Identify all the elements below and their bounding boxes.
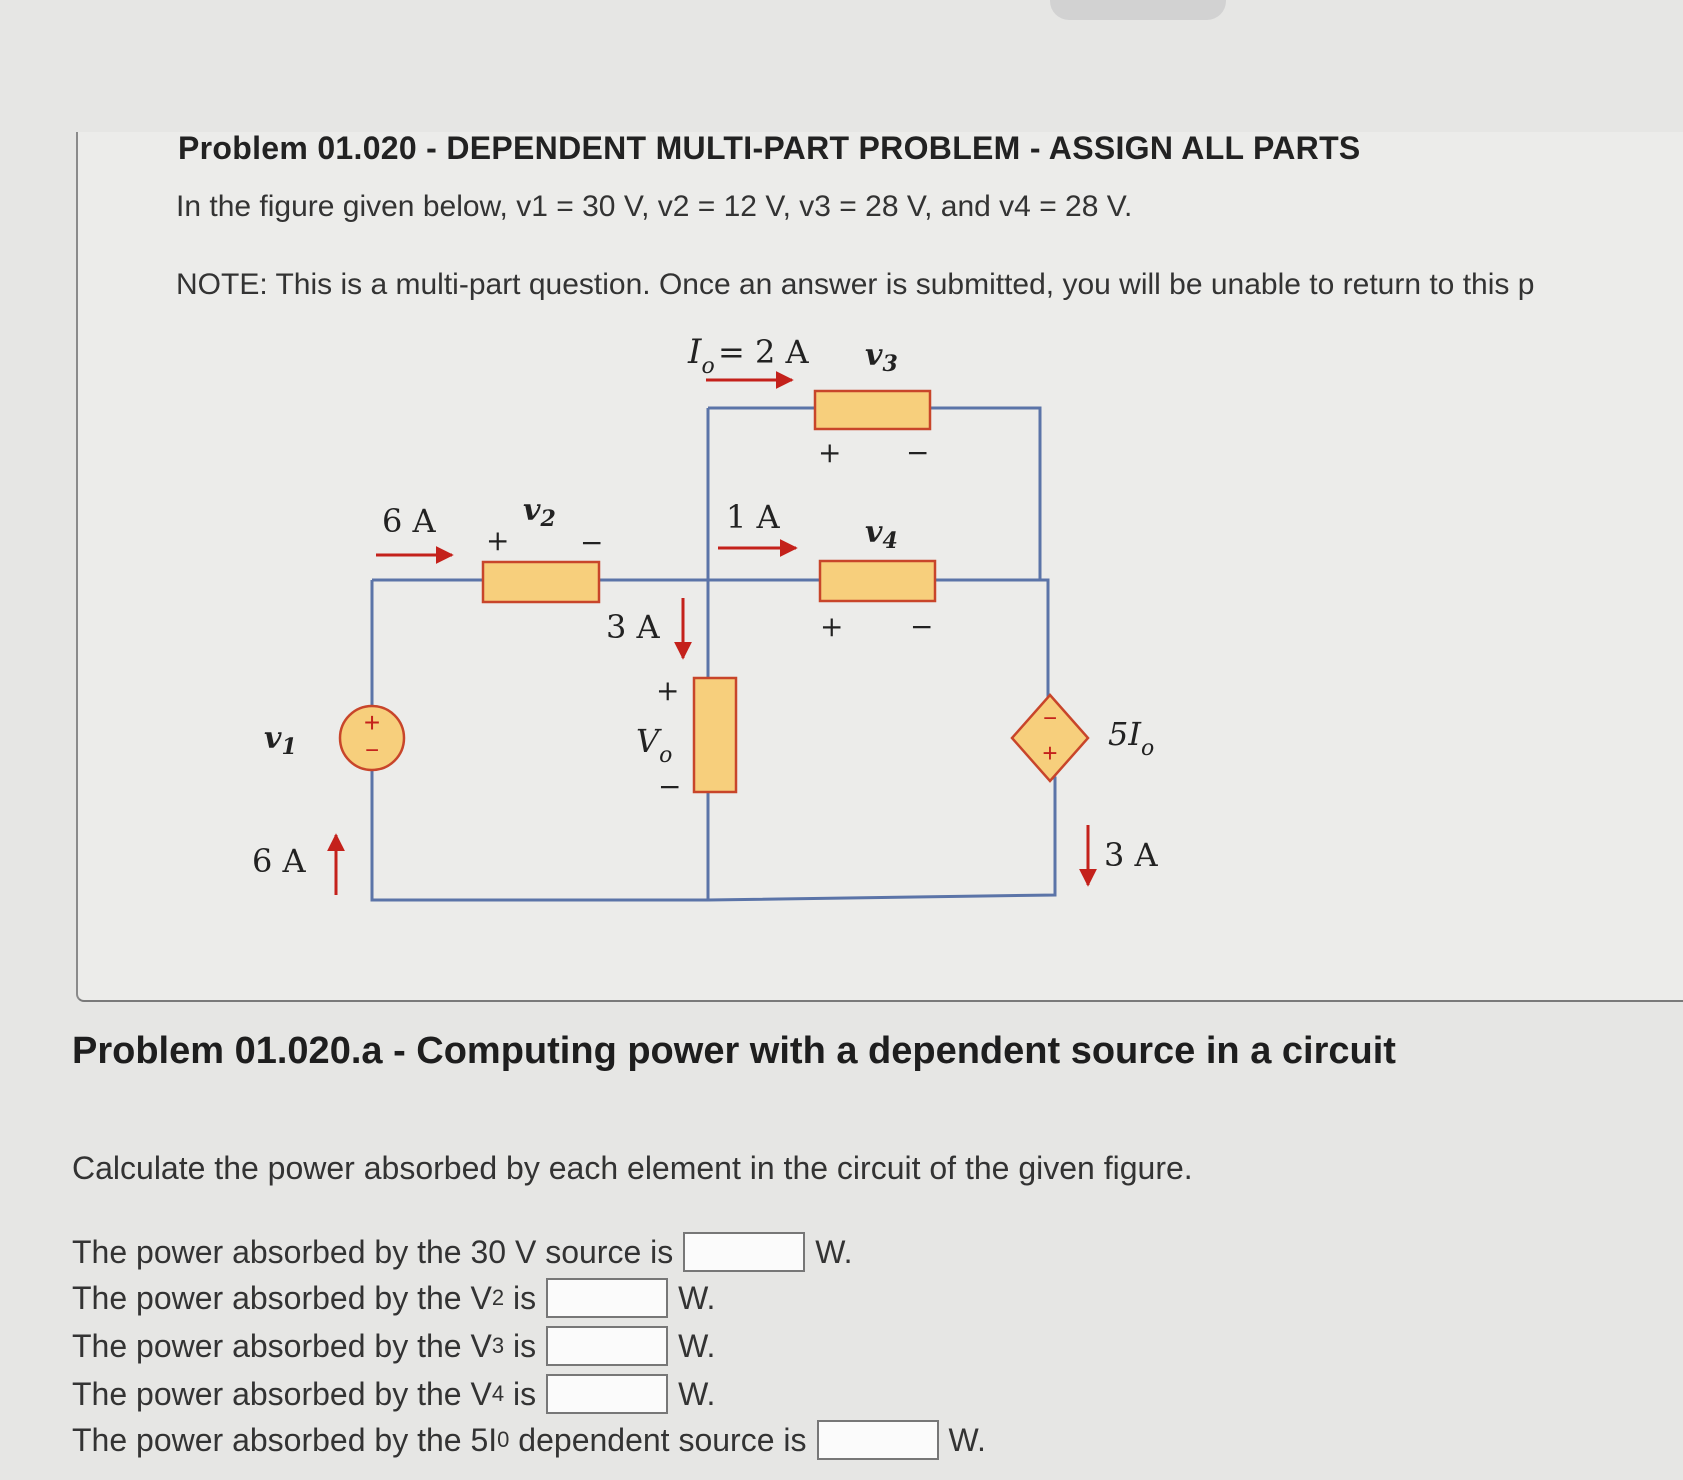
- v4-label: $v_4$: [865, 515, 898, 554]
- v4-plus: +: [820, 610, 844, 643]
- vo-element: [694, 678, 736, 792]
- given-values: In the figure given below, v1 = 30 V, v2 = 12 V, v3 = 28 V, and v4 = 28 V.: [176, 190, 1133, 223]
- v2-plus: +: [486, 524, 510, 557]
- v4-minus: −: [910, 610, 934, 643]
- question-30v-source: The power absorbed by the 30 V source is W.: [72, 1232, 853, 1272]
- part-a-title: Problem 01.020.a - Computing power with a dependent source in a circuit: [72, 1030, 1396, 1072]
- dep-label: $5I_o$: [1108, 715, 1155, 761]
- v1-source-plus: +: [363, 707, 381, 738]
- answer-input-v4[interactable]: [546, 1374, 668, 1414]
- v3-label: $v_3$: [865, 338, 898, 377]
- answer-input-dependent-source[interactable]: [817, 1420, 939, 1460]
- given-v1: v1 = 30 V,: [516, 190, 650, 223]
- answer-input-v3[interactable]: [546, 1326, 668, 1366]
- question-v4: The power absorbed by the V 4 is W.: [72, 1374, 715, 1414]
- i-6a-top: 6 A: [382, 502, 436, 540]
- vo-minus: −: [658, 770, 682, 803]
- wire-dep-bottom: [708, 778, 1055, 900]
- io-value: = 2 A: [718, 333, 809, 371]
- wire-v4-right: [935, 580, 1048, 700]
- i-1a: 1 A: [726, 498, 780, 536]
- v2-element: [483, 562, 599, 602]
- multipart-note: NOTE: This is a multi-part question. Once an answer is submitted, you will be unable to return to this p: [176, 268, 1535, 301]
- io-label: $I_o$: [688, 332, 715, 379]
- question-v3: The power absorbed by the V 3 is W.: [72, 1326, 715, 1366]
- question-dependent-source: The power absorbed by the 5I 0 dependent source is W.: [72, 1420, 986, 1460]
- problem-title: Problem 01.020 - DEPENDENT MULTI-PART PROBLEM - ASSIGN ALL PARTS: [178, 130, 1361, 166]
- wires: [372, 408, 1058, 900]
- given-v2: v2 = 12 V,: [657, 190, 791, 223]
- v3-element: [815, 391, 930, 429]
- vo-plus: +: [656, 674, 680, 707]
- part-a-instruction: Calculate the power absorbed by each element in the circuit of the given figure.: [72, 1150, 1193, 1186]
- v3-plus: +: [818, 436, 842, 469]
- wire-v3-right: [930, 408, 1040, 580]
- v1-label: $v_1$: [264, 721, 297, 760]
- v3-minus: −: [906, 436, 930, 469]
- v4-element: [820, 561, 935, 601]
- answer-input-30v-source[interactable]: [683, 1232, 805, 1272]
- i-3a-right: 3 A: [1104, 836, 1158, 874]
- given-v3: v3 = 28 V, and: [799, 190, 991, 223]
- dep-source-plus: +: [1042, 738, 1058, 768]
- dep-source-minus: −: [1042, 705, 1058, 732]
- v2-minus: −: [580, 526, 604, 559]
- question-v2: The power absorbed by the V 2 is W.: [72, 1278, 715, 1318]
- v1-source-minus: −: [364, 737, 380, 764]
- given-v4: v4 = 28 V.: [999, 190, 1133, 223]
- v2-label: $v_2$: [523, 493, 556, 532]
- i-3a-mid: 3 A: [606, 608, 660, 646]
- vo-label: $V_o$: [636, 722, 673, 768]
- answer-input-v2[interactable]: [546, 1278, 668, 1318]
- i-6a-left: 6 A: [252, 842, 306, 880]
